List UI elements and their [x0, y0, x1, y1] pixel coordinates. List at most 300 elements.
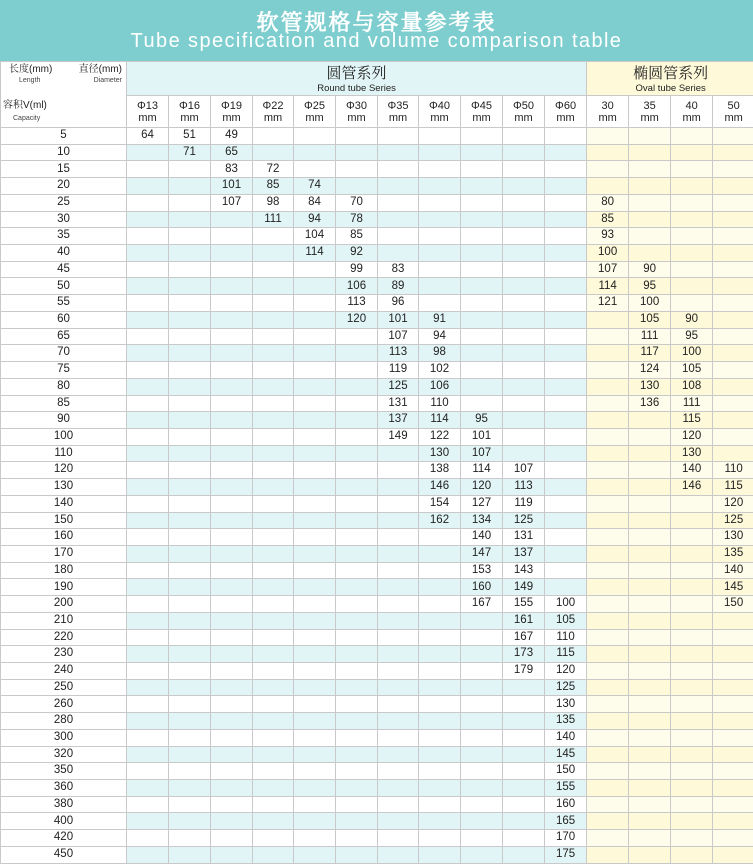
length-cell — [503, 328, 545, 345]
length-cell: 110 — [713, 462, 753, 479]
length-cell — [587, 729, 629, 746]
length-cell — [211, 780, 253, 797]
length-cell — [713, 395, 753, 412]
col-unit: mm — [388, 111, 408, 124]
length-cell — [419, 646, 461, 663]
length-cell — [378, 562, 419, 579]
length-cell: 84 — [294, 194, 336, 211]
length-cell — [294, 395, 336, 412]
table-row — [1, 261, 753, 278]
length-cell — [545, 261, 587, 278]
length-cell — [294, 278, 336, 295]
length-cell — [545, 362, 587, 379]
table-row — [1, 612, 753, 629]
length-cell — [294, 679, 336, 696]
length-cell — [336, 378, 378, 395]
length-cell — [629, 629, 671, 646]
length-cell — [587, 412, 629, 429]
length-cell — [294, 596, 336, 613]
corner-header — [1, 62, 127, 128]
length-cell — [629, 144, 671, 161]
capacity-label-en: Capacity — [13, 115, 41, 122]
length-cell — [294, 462, 336, 479]
length-cell — [461, 830, 503, 847]
length-cell — [545, 462, 587, 479]
length-cell — [671, 545, 713, 562]
diameter-label-en: Diameter — [93, 77, 122, 84]
length-cell: 130 — [545, 696, 587, 713]
length-cell — [587, 562, 629, 579]
length-cell: 124 — [629, 362, 671, 379]
length-cell — [671, 278, 713, 295]
length-cell — [461, 245, 503, 262]
length-cell — [378, 445, 419, 462]
col-size: Φ25 — [303, 99, 325, 112]
length-cell — [671, 663, 713, 680]
length-cell — [378, 763, 419, 780]
length-cell: 105 — [671, 362, 713, 379]
round-col-header — [336, 96, 378, 128]
length-cell — [336, 813, 378, 830]
length-cell — [378, 579, 419, 596]
length-cell — [211, 412, 253, 429]
length-cell — [545, 345, 587, 362]
length-cell — [503, 345, 545, 362]
length-cell — [169, 846, 211, 863]
length-cell — [713, 311, 753, 328]
length-cell — [461, 846, 503, 863]
length-cell: 107 — [211, 194, 253, 211]
length-cell — [378, 161, 419, 178]
capacity-cell: 110 — [1, 445, 127, 462]
col-size: Φ60 — [555, 99, 577, 112]
length-cell — [419, 278, 461, 295]
length-cell — [419, 629, 461, 646]
length-cell — [378, 780, 419, 797]
length-cell: 49 — [211, 128, 253, 145]
length-cell: 137 — [503, 545, 545, 562]
col-unit: mm — [138, 111, 157, 124]
col-size: Φ40 — [428, 99, 450, 112]
table-row — [1, 278, 753, 295]
length-cell — [671, 796, 713, 813]
length-cell — [587, 679, 629, 696]
round-col-header — [461, 96, 503, 128]
length-cell — [336, 612, 378, 629]
length-cell — [336, 696, 378, 713]
length-cell — [211, 696, 253, 713]
length-cell — [127, 362, 169, 379]
length-cell — [378, 796, 419, 813]
length-cell — [503, 178, 545, 195]
length-cell — [294, 830, 336, 847]
length-cell — [378, 813, 419, 830]
length-cell — [211, 228, 253, 245]
length-cell — [503, 746, 545, 763]
length-cell — [169, 713, 211, 730]
length-cell — [503, 679, 545, 696]
length-cell: 92 — [336, 245, 378, 262]
length-cell — [713, 663, 753, 680]
length-cell — [169, 545, 211, 562]
length-cell — [545, 278, 587, 295]
length-cell — [127, 378, 169, 395]
capacity-cell: 260 — [1, 696, 127, 713]
length-cell — [545, 562, 587, 579]
table-row — [1, 479, 753, 496]
length-cell: 111 — [253, 211, 294, 228]
length-cell — [378, 495, 419, 512]
length-cell — [629, 679, 671, 696]
length-cell — [253, 713, 294, 730]
length-cell — [211, 428, 253, 445]
length-cell — [629, 830, 671, 847]
length-cell — [127, 194, 169, 211]
length-cell — [378, 178, 419, 195]
length-cell: 95 — [461, 412, 503, 429]
length-cell: 100 — [671, 345, 713, 362]
length-cell — [378, 545, 419, 562]
length-cell — [253, 612, 294, 629]
capacity-cell: 240 — [1, 663, 127, 680]
length-cell — [713, 194, 753, 211]
length-cell: 107 — [461, 445, 503, 462]
length-cell — [378, 646, 419, 663]
length-cell — [169, 178, 211, 195]
length-cell: 91 — [419, 311, 461, 328]
length-cell — [461, 679, 503, 696]
length-cell — [127, 228, 169, 245]
length-cell — [461, 328, 503, 345]
length-cell — [211, 796, 253, 813]
length-cell — [336, 746, 378, 763]
length-cell — [713, 780, 753, 797]
length-cell — [713, 178, 753, 195]
capacity-cell: 100 — [1, 428, 127, 445]
length-cell — [294, 629, 336, 646]
length-cell — [294, 646, 336, 663]
length-cell — [545, 161, 587, 178]
length-cell — [294, 796, 336, 813]
capacity-cell: 230 — [1, 646, 127, 663]
length-cell: 101 — [461, 428, 503, 445]
oval-col-header — [629, 96, 671, 128]
length-cell — [294, 562, 336, 579]
length-cell — [253, 311, 294, 328]
length-cell — [461, 796, 503, 813]
length-cell — [503, 428, 545, 445]
length-cell: 179 — [503, 663, 545, 680]
length-cell: 140 — [713, 562, 753, 579]
length-cell: 98 — [419, 345, 461, 362]
length-cell — [629, 161, 671, 178]
length-cell — [127, 679, 169, 696]
length-cell — [629, 445, 671, 462]
length-cell — [253, 479, 294, 496]
length-cell — [629, 194, 671, 211]
col-unit: mm — [305, 111, 324, 124]
capacity-cell: 220 — [1, 629, 127, 646]
length-cell — [503, 713, 545, 730]
spec-table — [0, 61, 753, 864]
length-cell — [545, 311, 587, 328]
length-cell — [127, 696, 169, 713]
length-cell — [378, 245, 419, 262]
capacity-cell: 170 — [1, 545, 127, 562]
length-cell — [461, 161, 503, 178]
length-cell — [587, 629, 629, 646]
length-cell — [211, 479, 253, 496]
length-cell — [169, 412, 211, 429]
capacity-cell: 280 — [1, 713, 127, 730]
length-cell — [419, 128, 461, 145]
length-cell — [253, 679, 294, 696]
length-label: 长度(mm) — [9, 64, 53, 75]
length-cell: 130 — [419, 445, 461, 462]
col-unit: mm — [682, 111, 701, 124]
length-cell — [336, 362, 378, 379]
length-cell: 131 — [503, 529, 545, 546]
length-cell — [127, 345, 169, 362]
length-cell — [713, 813, 753, 830]
table-row — [1, 445, 753, 462]
length-cell — [127, 261, 169, 278]
table-row — [1, 830, 753, 847]
length-cell — [211, 345, 253, 362]
col-size: Φ19 — [220, 99, 242, 112]
length-cell — [169, 345, 211, 362]
length-cell — [127, 328, 169, 345]
length-cell — [629, 178, 671, 195]
length-cell — [503, 295, 545, 312]
length-cell — [169, 780, 211, 797]
length-cell — [253, 412, 294, 429]
length-cell — [629, 495, 671, 512]
table-row — [1, 545, 753, 562]
capacity-cell: 10 — [1, 144, 127, 161]
length-cell — [713, 211, 753, 228]
length-cell — [336, 646, 378, 663]
length-cell — [294, 579, 336, 596]
capacity-cell: 120 — [1, 462, 127, 479]
length-cell — [169, 228, 211, 245]
length-cell — [419, 780, 461, 797]
length-cell — [127, 445, 169, 462]
length-cell: 105 — [629, 311, 671, 328]
length-cell — [169, 629, 211, 646]
length-cell — [127, 562, 169, 579]
col-unit: mm — [180, 111, 199, 124]
title-banner — [0, 0, 753, 61]
table-row — [1, 562, 753, 579]
length-cell: 149 — [378, 428, 419, 445]
length-cell — [545, 445, 587, 462]
length-cell: 100 — [629, 295, 671, 312]
length-cell: 162 — [419, 512, 461, 529]
length-cell — [419, 194, 461, 211]
length-cell — [629, 696, 671, 713]
length-cell — [671, 813, 713, 830]
length-cell — [419, 612, 461, 629]
length-cell — [336, 679, 378, 696]
length-cell — [336, 495, 378, 512]
length-cell — [378, 713, 419, 730]
col-size: 40 — [685, 99, 698, 112]
length-cell — [629, 462, 671, 479]
length-cell — [169, 161, 211, 178]
round-series-subtitle: Round tube Series — [317, 82, 396, 94]
length-cell — [211, 713, 253, 730]
oval-series-header — [587, 62, 753, 96]
length-cell — [461, 746, 503, 763]
length-cell: 111 — [671, 395, 713, 412]
length-cell — [671, 763, 713, 780]
length-cell — [461, 729, 503, 746]
length-cell — [713, 729, 753, 746]
length-cell — [127, 311, 169, 328]
length-cell — [629, 245, 671, 262]
length-cell: 149 — [503, 579, 545, 596]
length-cell — [253, 746, 294, 763]
length-cell — [671, 194, 713, 211]
length-cell — [336, 596, 378, 613]
length-cell — [127, 245, 169, 262]
length-cell — [587, 445, 629, 462]
length-cell — [461, 612, 503, 629]
capacity-cell: 65 — [1, 328, 127, 345]
length-cell: 121 — [587, 295, 629, 312]
col-size: 50 — [727, 99, 740, 112]
length-cell — [169, 813, 211, 830]
col-unit: mm — [430, 111, 449, 124]
length-cell — [253, 228, 294, 245]
length-cell — [336, 395, 378, 412]
table-row — [1, 763, 753, 780]
length-cell — [294, 813, 336, 830]
length-cell — [587, 529, 629, 546]
length-cell — [419, 696, 461, 713]
length-cell — [713, 261, 753, 278]
length-cell — [545, 194, 587, 211]
length-cell — [169, 679, 211, 696]
col-unit: mm — [263, 111, 283, 124]
length-cell — [587, 328, 629, 345]
length-cell — [503, 311, 545, 328]
table-row — [1, 846, 753, 863]
length-cell — [713, 295, 753, 312]
length-cell — [503, 228, 545, 245]
length-cell: 120 — [336, 311, 378, 328]
length-cell: 130 — [713, 529, 753, 546]
length-cell — [503, 362, 545, 379]
length-cell — [461, 345, 503, 362]
length-cell — [336, 178, 378, 195]
length-cell — [127, 545, 169, 562]
round-col-header — [211, 96, 253, 128]
table-row — [1, 144, 753, 161]
length-cell — [671, 846, 713, 863]
length-cell: 113 — [503, 479, 545, 496]
length-cell: 150 — [713, 596, 753, 613]
length-cell — [253, 813, 294, 830]
length-cell — [587, 663, 629, 680]
length-cell: 89 — [378, 278, 419, 295]
length-cell — [336, 830, 378, 847]
col-size: Φ30 — [345, 99, 367, 112]
length-cell — [671, 178, 713, 195]
length-cell — [127, 813, 169, 830]
length-cell — [461, 696, 503, 713]
length-cell — [294, 328, 336, 345]
length-cell — [419, 713, 461, 730]
length-cell — [253, 395, 294, 412]
length-cell — [211, 729, 253, 746]
length-cell — [211, 830, 253, 847]
col-unit: mm — [556, 111, 575, 124]
length-cell — [127, 780, 169, 797]
length-cell — [419, 830, 461, 847]
group-header-row — [1, 62, 753, 96]
length-cell — [461, 311, 503, 328]
length-cell: 83 — [211, 161, 253, 178]
length-cell — [503, 813, 545, 830]
length-cell — [127, 495, 169, 512]
length-cell: 90 — [629, 261, 671, 278]
length-cell — [211, 261, 253, 278]
length-cell: 74 — [294, 178, 336, 195]
length-label-en: Length — [19, 77, 41, 84]
length-cell — [127, 412, 169, 429]
length-cell: 110 — [545, 629, 587, 646]
length-cell — [671, 646, 713, 663]
length-cell — [169, 830, 211, 847]
length-cell: 51 — [169, 128, 211, 145]
length-cell — [336, 328, 378, 345]
length-cell — [461, 278, 503, 295]
length-cell — [169, 362, 211, 379]
length-cell: 125 — [378, 378, 419, 395]
length-cell — [503, 445, 545, 462]
length-cell — [169, 328, 211, 345]
length-cell: 130 — [629, 378, 671, 395]
round-series-header — [127, 62, 587, 96]
length-cell — [127, 629, 169, 646]
length-cell: 160 — [461, 579, 503, 596]
length-cell — [294, 696, 336, 713]
length-cell — [629, 612, 671, 629]
length-cell — [503, 729, 545, 746]
length-cell — [336, 128, 378, 145]
length-cell — [253, 529, 294, 546]
length-cell — [211, 529, 253, 546]
length-cell: 119 — [503, 495, 545, 512]
length-cell — [503, 144, 545, 161]
length-cell — [294, 412, 336, 429]
length-cell — [253, 144, 294, 161]
length-cell — [378, 663, 419, 680]
length-cell — [503, 780, 545, 797]
length-cell — [169, 311, 211, 328]
length-cell — [253, 345, 294, 362]
length-cell — [461, 261, 503, 278]
length-cell: 161 — [503, 612, 545, 629]
length-cell: 64 — [127, 128, 169, 145]
length-cell: 145 — [545, 746, 587, 763]
length-cell — [169, 529, 211, 546]
length-cell — [419, 211, 461, 228]
length-cell: 137 — [378, 412, 419, 429]
length-cell — [629, 128, 671, 145]
